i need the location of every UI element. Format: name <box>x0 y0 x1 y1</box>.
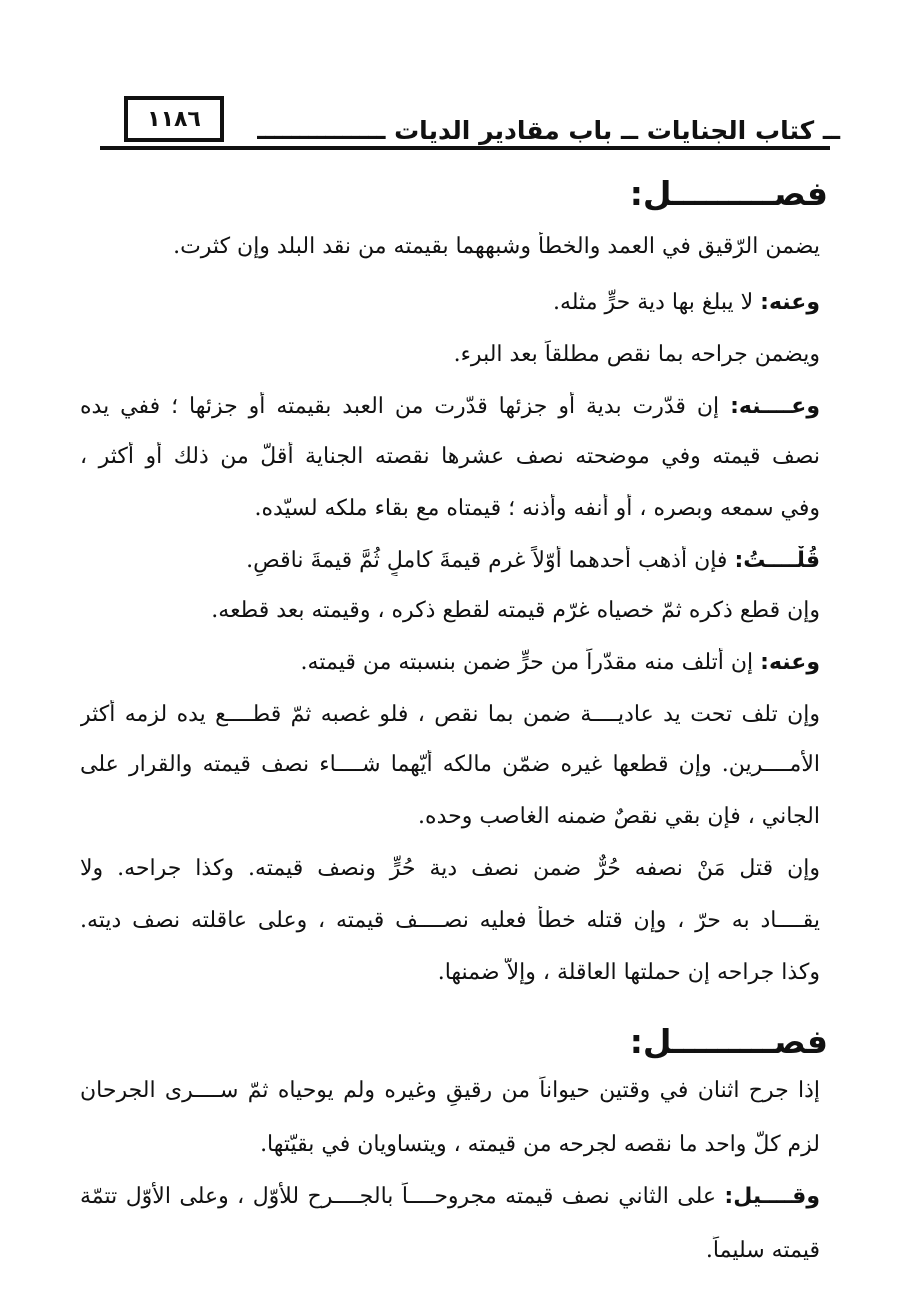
line-text: وإن قتل مَنْ نصفه حُرٌّ ضمن نصف دية حُرٍّ ونصف قيمته. وكذا جراحه. ولا <box>80 856 820 881</box>
text-line <box>80 340 820 370</box>
text-line <box>80 1236 820 1266</box>
page-number: ١١٨٦ <box>124 96 224 142</box>
text-line <box>80 288 820 318</box>
text-line <box>80 494 820 524</box>
line-lead-word: وعنه: <box>760 650 820 675</box>
line-text: على الثاني نصف قيمته مجروحــــاً بالجــــرح للأوّل ، وعلى الأوّل تتمّة <box>80 1184 725 1209</box>
text-line <box>80 802 820 832</box>
text-line <box>80 232 820 262</box>
text-line <box>80 1130 820 1160</box>
line-lead-word: قُلْــــتُ: <box>734 548 820 573</box>
text-line <box>80 958 820 988</box>
line-text: وإن قطع ذكره ثمّ خصياه غرّم قيمته لقطع ذكره ، وقيمته بعد قطعه. <box>211 598 820 623</box>
text-line <box>80 906 820 936</box>
line-text: إن قدّرت بدية أو جزئها قدّرت من العبد بقيمته أو جزئها ؛ ففي يده <box>80 394 731 419</box>
line-text: يقــــاد به حرّ ، وإن قتله خطأً فعليه نصــــف قيمته ، وعلى عاقلته نصف ديته. <box>80 908 820 933</box>
line-text: يضمن الرّقيق في العمد والخطأ وشبههما بقيمته من نقد البلد وإن كثرت. <box>173 234 820 259</box>
line-text: ويضمن جراحه بما نقص مطلقاً بعد البرء. <box>453 342 820 367</box>
line-text: الأمــــرين. وإن قطعها غيره ضمّن مالكه أيّهما شــــاء نصف قيمته والقرار على <box>80 752 820 777</box>
line-lead-word: وعنه: <box>760 290 820 315</box>
line-text: وفي سمعه وبصره ، أو أنفه وأذنه ؛ قيمتاه مع بقاء ملكه لسيّده. <box>254 496 820 521</box>
line-lead-word: وقــــيل: <box>724 1184 820 1209</box>
text-line <box>80 648 820 678</box>
line-text: لزم كلّ واحد ما نقصه لجرحه من قيمته ، ويتساويان في بقيّتها. <box>260 1132 820 1157</box>
text-line <box>80 546 820 576</box>
line-text: إذا جرح اثنان في وقتين حيواناً من رقيقٍ وغيره ولم يوحياه ثمّ ســــرى الجرحان <box>80 1078 820 1103</box>
line-text: فإن أذهب أحدهما أوّلاً غرم قيمةَ كاملٍ ثُمَّ قيمةَ ناقصٍ. <box>246 548 735 573</box>
section-heading-1: فصـــــــــل: <box>629 174 828 213</box>
line-text: الجاني ، فإن بقي نقصٌ ضمنه الغاصب وحده. <box>418 804 820 829</box>
line-lead-word: وعــــنه: <box>730 394 820 419</box>
running-header-title: ــ كتاب الجنايات ــ باب مقادير الديات ـــــــــــــــ <box>257 116 840 145</box>
line-text: لا يبلغ بها دية حرٍّ مثله. <box>552 290 761 315</box>
line-text: نصف قيمته وفي موضحته نصف عشرها نقصته الجناية أقلّ من ذلك أو أكثر ، <box>80 444 820 469</box>
line-text: وإن تلف تحت يد عاديــــة ضمن بما نقص ، فلو غصبه ثمّ قطــــع يده لزمه أكثر <box>80 702 820 727</box>
header-rule <box>100 146 830 150</box>
section-heading-2: فصـــــــــل: <box>629 1022 828 1061</box>
text-line <box>80 596 820 626</box>
text-line <box>80 700 820 730</box>
line-text: إن أتلف منه مقدّراً من حرٍّ ضمن بنسبته من قيمته. <box>300 650 761 675</box>
line-text: قيمته سليماً. <box>705 1238 820 1263</box>
text-line <box>80 1076 820 1106</box>
text-line <box>80 442 820 472</box>
line-text: وكذا جراحه إن حملتها العاقلة ، وإلاّ ضمنها. <box>437 960 820 985</box>
text-line <box>80 1182 820 1212</box>
text-line <box>80 750 820 780</box>
text-line <box>80 392 820 422</box>
text-line <box>80 854 820 884</box>
